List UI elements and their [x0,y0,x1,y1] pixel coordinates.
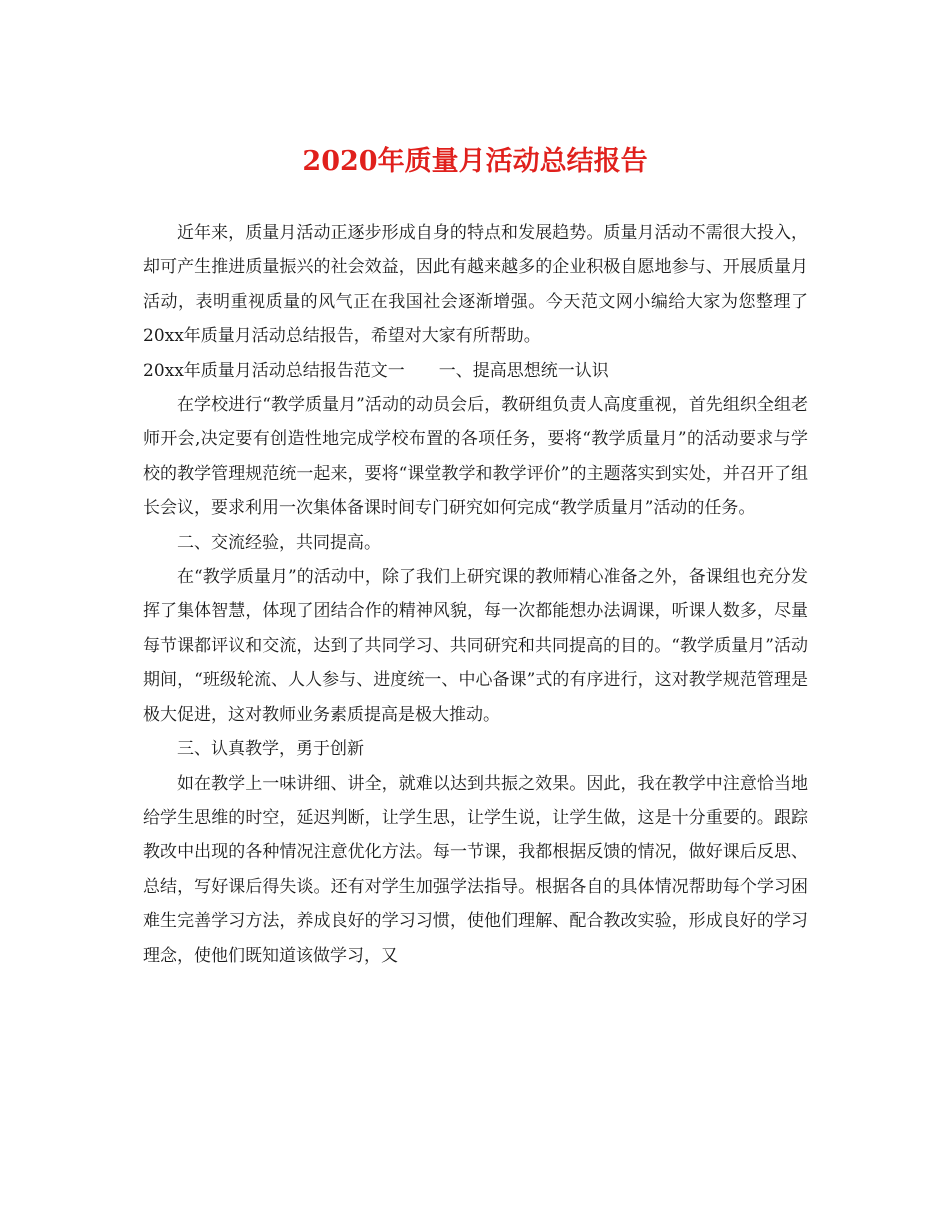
paragraph-section-2-body: 在“教学质量月”的活动中，除了我们上研究课的教师精心准备之外，备课组也充分发挥了集体智慧，体现了团结合作的精神风貌，每一次都能想办法调课，听课人数多，尽量每节课都评议和交流，达到了共同学习、共同研究和共同提高的目的。“教学质量月”活动期间，“班级轮流、人人参与、进度统一、中心备课”式的有序进行，这对教学规范管理是极大促进，这对教师业务素质提高是极大推动。 [143,567,808,725]
paragraph-section-3-body: 如在教学上一味讲细、讲全，就难以达到共振之效果。因此，我在教学中注意恰当地给学生思维的时空，延迟判断，让学生思，让学生说，让学生做，这是十分重要的。跟踪教改中出现的各种情况注意优化方法。每一节课，我都根据反馈的情况，做好课后反思、总结，写好课后得失谈。还有对学生加强学法指导。根据各自的具体情况帮助每个学习困难生完善学习方法，养成良好的学习习惯，使他们理解、配合教改实验，形成良好的学习理念，使他们既知道该做学习，又 [143,773,808,966]
paragraph-section-heading-3: 三、认真教学，勇于创新 [177,739,364,760]
document-body [143,216,808,973]
paragraph-section-heading-2: 二、交流经验，共同提高。 [177,532,381,553]
document-title: 2020年质量月活动总结报告 [302,146,648,177]
paragraph-section-1-body: 在学校进行“教学质量月”活动的动员会后，教研组负责人高度重视，首先组织全组老师开会,决定要有创造性地完成学校布置的各项任务，要将“教学质量月”的活动要求与学校的教学管理规范统一起来，要将“课堂教学和教学评价”的主题落实到实处，并召开了组长会议，要求利用一次集体备课时间专门研究如何完成“教学质量月”活动的任务。 [143,395,808,519]
paragraph-section-heading-1: 20xx年质量月活动总结报告范文一 一、提高思想统一认识 [143,360,609,381]
paragraph-intro: 近年来，质量月活动正逐步形成自身的特点和发展趋势。质量月活动不需很大投入，却可产生推进质量振兴的社会效益，因此有越来越多的企业积极自愿地参与、开展质量月活动，表明重视质量的风气正在我国社会逐渐增强。今天范文网小编给大家为您整理了20xx年质量月活动总结报告，希望对大家有所帮助。 [143,223,808,347]
